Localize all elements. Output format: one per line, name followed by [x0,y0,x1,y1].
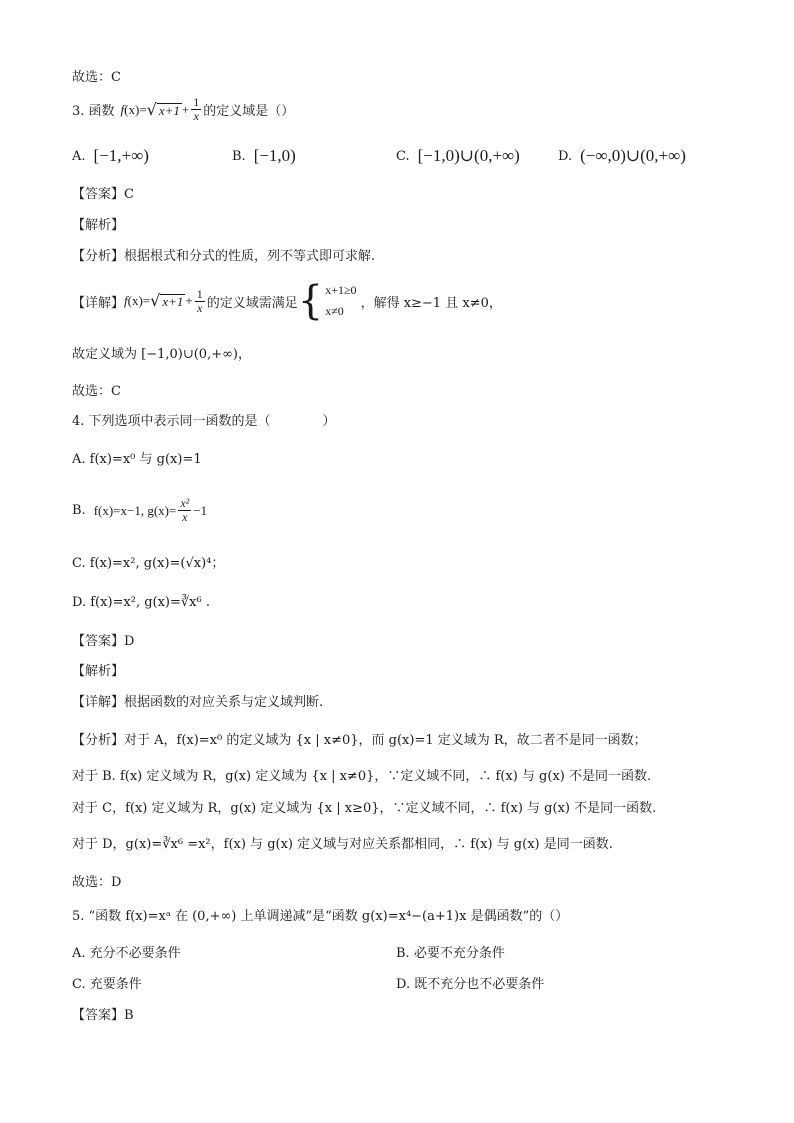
sqrt-x-plus-1: √ x+1 [150,291,184,310]
option-a-label: A. [72,148,86,164]
question-3-stem: 3. 函数 f (x)= √ x+1 + $\frac{1}{x}$ 的定义域是（） [72,95,295,123]
question-3-domain: 故定义域为 [−1,0)∪(0,+∞)， [72,347,252,362]
question-4-option-a: A. f(x)=x⁰ 与 g(x)=1 [72,452,202,467]
option-b-right: −1 [193,502,208,518]
question-4-choose: 故选：D [72,875,122,890]
question-5-option-c: C. 充要条件 [72,977,142,992]
question-3-xiangjie: 【详解】 f (x)= √ x+1 + $\frac{1}{x}$ 的定义域需满足 { x+1≥0 x≠0 ，解得 x≥−1 且 x≠0， [72,278,502,324]
option-b [232,146,296,166]
option-b-label: B. [72,503,86,518]
question-4-stem: 4. 下列选项中表示同一函数的是（ ） [72,414,336,429]
question-4-option-b [72,497,207,524]
question-4-case-d: 对于 D，g(x)=∛x⁶ =x²，f(x) 与 g(x) 定义域与对应关系都相同，∴ f(x) 与 g(x) 是同一函数. [72,837,613,852]
option-a-text: [−1,+∞) [93,146,149,165]
question-3-choose: 故选：C [72,384,121,399]
option-c [396,146,520,166]
question-3-suffix: 的定义域是（） [203,104,295,119]
option-d [558,146,686,166]
question-5-answer: 【答案】B [72,1008,134,1023]
question-3-answer: 【答案】C [72,187,134,202]
option-b-left: f(x)=x−1, g(x)= [93,502,177,518]
question-4-case-b: 对于 B. f(x) 定义域为 R，g(x) 定义域为 {x | x≠0}，∵定义域不同，∴ f(x) 与 g(x) 不是同一函数. [72,769,652,784]
xiangjie-tag: 【详解】 [72,295,125,311]
option-b-text: [−1,0) [253,146,296,165]
fraction-1-over-x: $\frac{1}{x}$ [196,286,203,315]
fraction-1-over-x: $\frac{1}{x}$ [193,95,200,123]
previous-answer-choice: 故选：C [72,70,121,85]
xiangjie-mid: 的定义域需满足 [206,295,298,311]
question-4-answer: 【答案】D [72,634,135,649]
fraction-x2-over-x: $\frac{\text{x²}}{x}$ [180,496,190,524]
xiangjie-end: ，解得 x≥−1 且 x≠0， [360,295,502,311]
question-5-option-b: B. 必要不充分条件 [396,946,505,961]
question-5-stem: 5. “函数 f(x)=xᵃ 在 (0,+∞) 上单调递减”是“函数 g(x)=x⁴−(a+1)x 是偶函数”的（） [72,909,569,924]
option-b-label: B. [232,148,246,164]
option-d-label: D. [558,148,573,164]
system-line-1: x+1≥0 [325,283,357,297]
question-4-option-c: C. f(x)=x², g(x)=(√x)⁴； [72,556,225,571]
option-c-text: [−1,0)∪(0,+∞) [417,146,520,165]
option-d-text: (−∞,0)∪(0,+∞) [580,146,686,165]
question-3-fenxi: 【分析】根据根式和分式的性质，列不等式即可求解. [72,249,376,264]
inequality-system [325,280,356,322]
question-5-option-d: D. 既不充分也不必要条件 [396,977,545,992]
paren-x: (x)= [124,101,147,117]
question-4-fenxi: 【分析】对于 A，f(x)=x⁰ 的定义域为 {x | x≠0}，而 g(x)=1 定义域为 R，故二者不是同一函数； [72,733,647,748]
left-brace-icon: { [297,278,324,324]
system-line-2: x≠0 [325,304,344,318]
option-a [72,146,149,166]
question-4-option-d: D. f(x)=x², g(x)=∛x⁶ . [72,595,210,610]
option-c-label: C. [396,148,410,164]
question-5-option-a: A. 充分不必要条件 [72,946,181,961]
question-4-case-c: 对于 C，f(x) 定义域为 R，g(x) 定义域为 {x | x≥0}，∵定义域不同，∴ f(x) 与 g(x) 不是同一函数. [72,801,657,816]
question-3-prefix: 3. 函数 [72,104,115,119]
sqrt-x-plus-1: √ x+1 [146,99,180,119]
question-4-jiexi: 【解析】 [72,664,125,679]
question-4-xiangjie: 【详解】根据函数的对应关系与定义域判断. [72,695,324,710]
question-3-jiexi: 【解析】 [72,218,125,233]
function-f-of-x: f [120,101,125,117]
